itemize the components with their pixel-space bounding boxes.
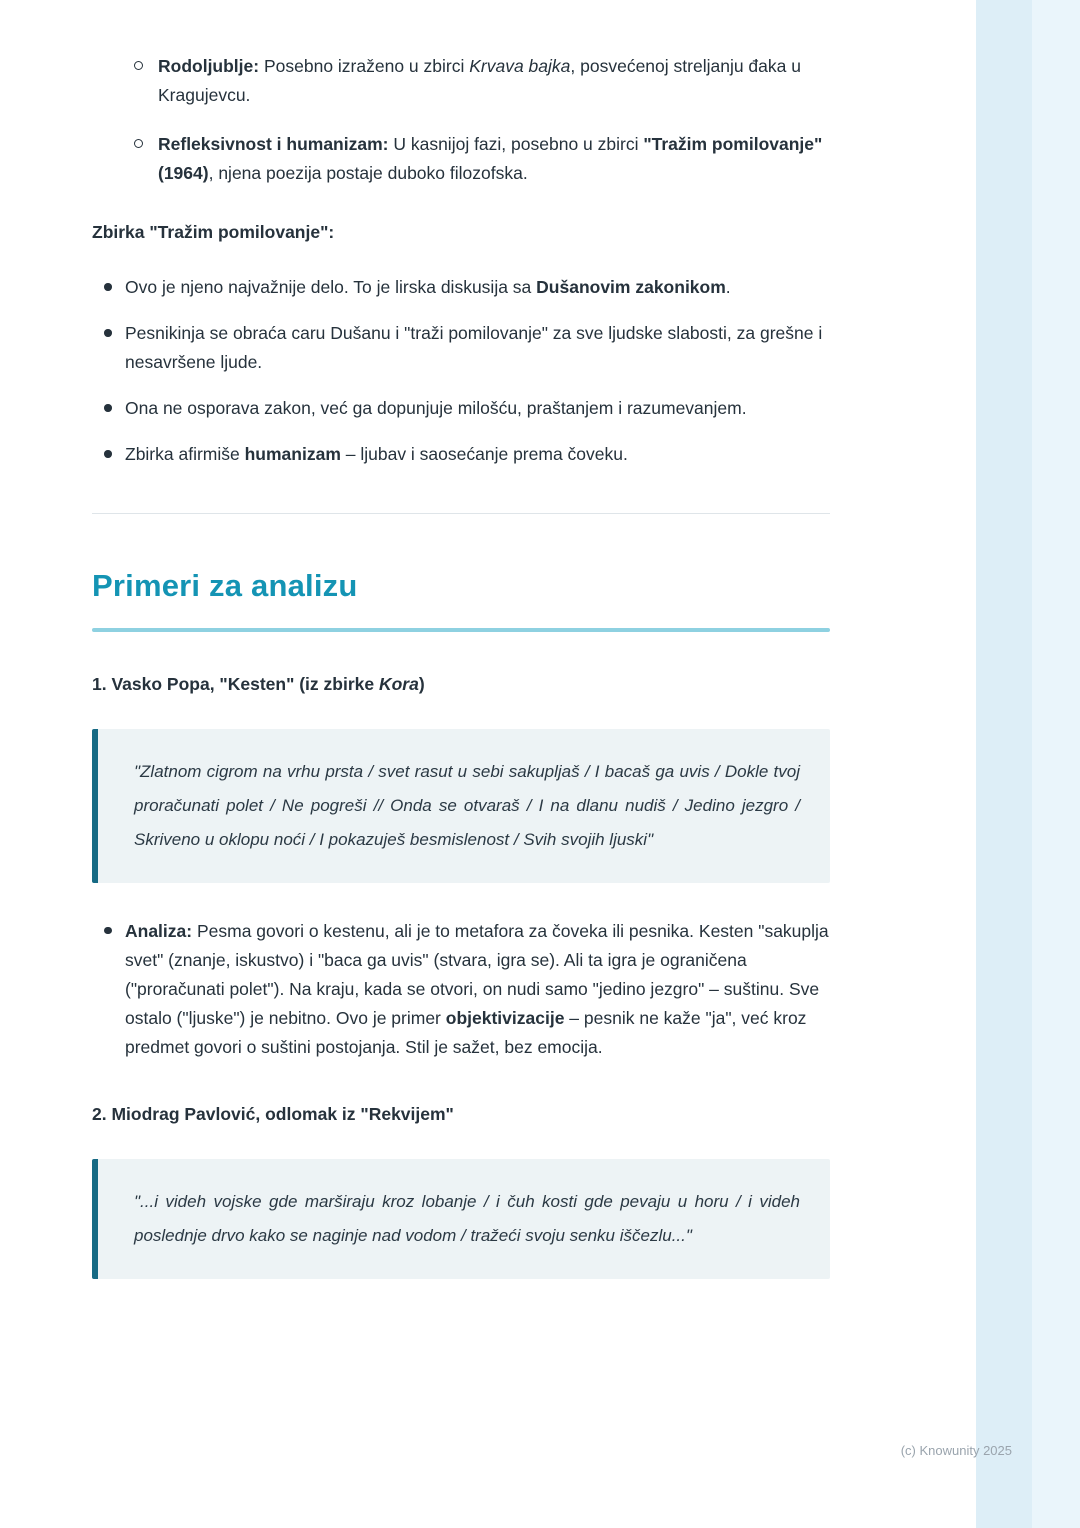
quote-block-kesten [92,729,830,883]
list-item: Ovo je njeno najvažnije delo. To je lirska diskusija sa Dušanovim zakonikom. [92,273,830,302]
list-item: Refleksivnost i humanizam: U kasnijoj fazi, posebno u zbirci "Tražim pomilovanje" (1964), njena poezija postaje duboko filozofska. [92,130,830,188]
watermark: (c) Knowunity 2025 [900,1443,1012,1458]
section-heading-zbirka: Zbirka "Tražim pomilovanje": [92,222,335,243]
list-item: Pesnikinja se obraća caru Dušanu i "traži pomilovanje" za sve ljudske slabosti, za grešne i nesavršene ljude. [92,319,830,377]
example-1-title: 1. Vasko Popa, "Kesten" (iz zbirke Kora) [92,673,425,694]
quote-block-rekvijem [92,1159,830,1279]
analysis-list [92,917,830,1062]
page-margin-band-outer [1032,0,1080,1528]
page-margin-band-inner [976,0,1032,1528]
list-item: Zbirka afirmiše humanizam – ljubav i saosećanje prema čoveku. [92,440,830,469]
heading-underline [92,628,830,632]
list-item: Ona ne osporava zakon, već ga dopunjuje milošću, praštanjem i razumevanjem. [92,394,830,423]
zbirka-bullet-list [92,273,830,469]
list-item: Analiza: Pesma govori o kestenu, ali je to metafora za čoveka ili pesnika. Kesten "sakuplja svet" (znanje, iskustvo) i "baca ga uvis" (stvara, igra se). Ali ta igra je ograničena ("proračunati polet"). Na kraju, kada se otvori, on nudi samo "jedino jezgro" – suštinu. Sve ostalo ("ljuske") je nebitno. Ovo je primer objektivizacije – pesnik ne kaže "ja", već kroz predmet govori o suštini postojanja. Stil je sažet, bez emocija. [92,917,830,1062]
page-title: Primeri za analizu [92,568,358,604]
characteristics-sublist [92,52,830,188]
quote-text: "...i videh vojske gde marširaju kroz lobanje / i čuh kosti gde pevaju u horu / i videh poslednje drvo kako se naginje nad vodom / tražeći svoju senku iščezlu..." [134,1192,800,1246]
list-item: Rodoljublje: Posebno izraženo u zbirci Krvava bajka, posvećenoj streljanju đaka u Kragujevcu. [92,52,830,110]
document-content [92,0,830,1313]
example-2-title: 2. Miodrag Pavlović, odlomak iz "Rekvijem" [92,1104,454,1125]
section-divider [92,513,830,514]
quote-text: "Zlatnom cigrom na vrhu prsta / svet rasut u sebi sakupljaš / I bacaš ga uvis / Dokle tvoj proračunati polet / Ne pogreši // Onda se otvaraš / I na dlanu nudiš / Jedino jezgro / Skriveno u oklopu noći / I pokazuješ besmislenost / Svih svojih ljuski" [134,761,800,849]
